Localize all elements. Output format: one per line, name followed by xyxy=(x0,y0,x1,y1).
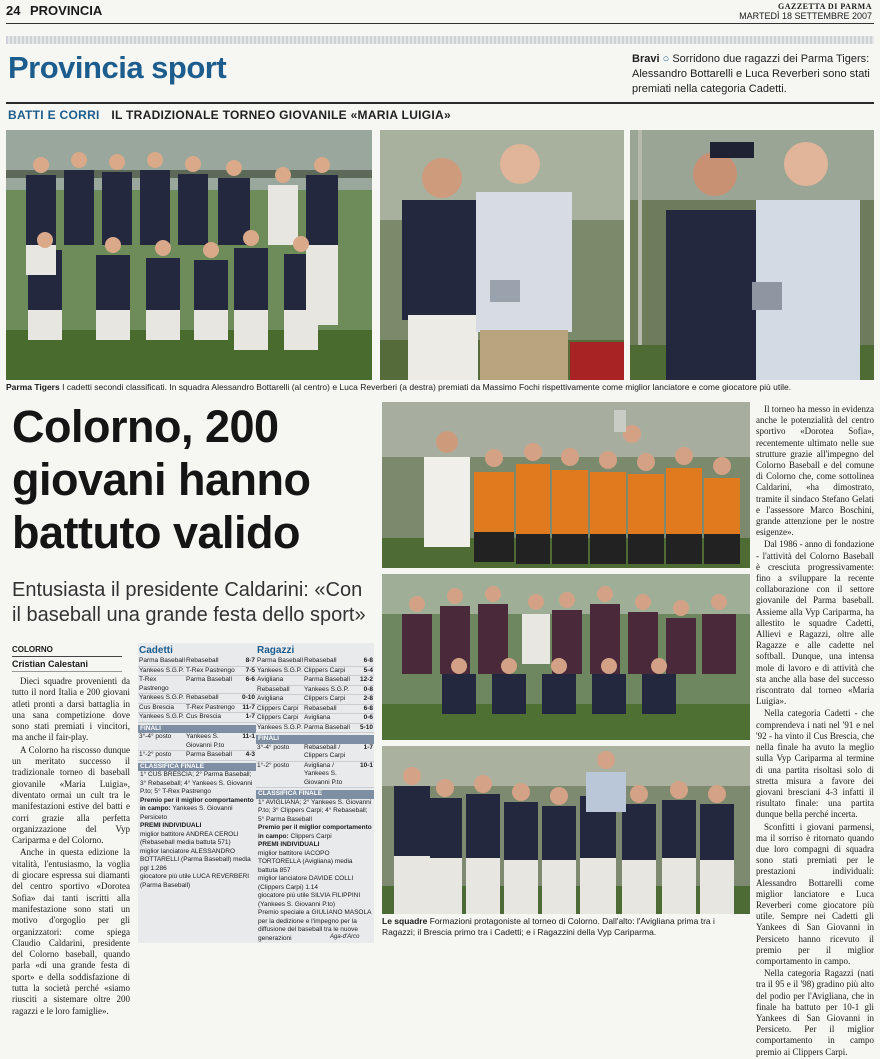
final-row: 3°-4° posto Rebaseball / Clippers Carpi 1-7 xyxy=(256,744,374,762)
photo-reverberi-award xyxy=(630,130,874,380)
page-number: 24 xyxy=(6,3,21,18)
photo-parma-tigers-team xyxy=(6,130,372,380)
award-line: giocatore più utile LUCA REVERBERI (Parma Baseball) xyxy=(140,873,250,889)
award-line: miglior lanciatore DAVIDE COLLI (Clippers Carpi) 1.14 xyxy=(258,875,354,891)
results-box xyxy=(138,643,374,943)
fairplay-block xyxy=(138,797,256,823)
photo-caption-top xyxy=(6,382,874,392)
article-paragraph: Sconfitti i giovani parmensi, ma il sorriso è ritornato quando due loro compagni di squadra sono stati premiati per le prestazioni individuali: Alessandro Bottarelli come miglior lanciatore e Luca Reverberi come giocatore più utile. Sempre nei Cadetti gli Yankees di San Giovanni in Persiceto hanno ricevuto il premio per il miglior comportamento in campo. xyxy=(756,821,874,966)
result-row: Parma Baseball Rebaseball 6-8 xyxy=(256,657,374,667)
article-paragraph: Dieci squadre provenienti da tutto il nord Italia e 200 giovani atleti pronti a darsi battaglia in una sana competizione dove sono stati premiati i vincitori, ma anche il fair-play. xyxy=(12,676,130,743)
finals-header: FINALI xyxy=(256,735,374,744)
publication-name: GAZZETTA DI PARMA xyxy=(778,2,872,11)
result-row: Yankees S.G.P. Clippers Carpi 5-4 xyxy=(256,667,374,677)
caption-top-text: I cadetti secondi classificati. In squadra Alessandro Bottarelli (al centro) e Luca Reverberi (a destra) premiati da Massimo Fochi rispettivamente come miglior lanciatore e come giocatore più utile. xyxy=(62,382,792,392)
photo-brescia-team xyxy=(382,574,750,740)
result-row: Yankees S.G.P. T-Rex Pastrengo 7-5 xyxy=(138,667,256,677)
final-row: 1°-2° posto Avigliana / Yankees S. Giovanni P.to 10-1 xyxy=(256,762,374,789)
result-row: Yankees S.G.P. Cus Brescia 1-7 xyxy=(138,713,256,723)
finals-header: FINALI xyxy=(138,725,256,734)
awards-label: PREMI INDIVIDUALI xyxy=(140,822,202,829)
awards-block xyxy=(138,822,256,831)
article-paragraph: Nella categoria Cadetti - che comprendeva i nati nel '91 e nel '92 - ha vinto il Cus Brescia, che nella finale ha avuto la meglio sulla Vyp Cariparma al termine di una partita risoltasi solo di stretta misura a favore dei giovani bresciani 4-3 infatti il risultato finale: una partita dunque bella perché incerta. xyxy=(756,708,874,820)
award-line: miglior battitore IACOPO TORTORELLA (Avigliana) media battuta 857 xyxy=(258,849,353,874)
bravo-text: Sorridono due ragazzi dei Parma Tigers: Alessandro Bottarelli e Luca Reverberi sono stati premiati nella categoria Cadetti. xyxy=(632,53,870,95)
result-row: Avigliana Parma Baseball 12-2 xyxy=(256,676,374,686)
result-row: Rebaseball Yankees S.G.P. 0-8 xyxy=(256,686,374,696)
ranking-header: CLASSIFICA FINALE xyxy=(256,790,374,799)
results-ragazzi xyxy=(256,643,374,943)
kicker xyxy=(8,108,451,122)
fairplay-team: Yankees S. Giovanni Persiceto xyxy=(140,805,233,821)
award-line: giocatore più utile SILVIA FILIPPINI (Yankees S. Giovanni P.to) xyxy=(258,892,361,908)
caption-bottom-text: Formazioni protagoniste al torneo di Colorno. Dall'alto: l'Avigliana prima tra i Ragazzi; il Brescia primo tra i Cadetti; e i Ragazzini della Vyp Cariparma. xyxy=(382,916,715,937)
article-paragraph: A Colorno ha riscosso dunque un meritato successo il tradizionale torneo di baseball giovanile «Maria Luigia», diventato ormai un cult tra le manifestazioni estive del batti e corri grazie alla perfetta organizzazione del Vyp Cariparma e del Colorno. xyxy=(12,744,130,846)
caption-top-label: Parma Tigers xyxy=(6,382,60,392)
ranking-text: 1° CUS BRESCIA; 2° Parma Baseball; 3° Rebaseball; 4° Yankees S. Giovanni P.to; 5° T-Rex Pastrengo xyxy=(140,771,253,795)
kicker-tag: BATTI E CORRI xyxy=(8,108,100,122)
ranking-text: 1° AVIGLIANA; 2° Yankees S. Giovanni P.to; 3° Clippers Carpi; 4° Rebaseball; 5° Parma Baseball xyxy=(258,798,372,823)
cadetti-title: Cadetti xyxy=(139,645,173,656)
section-label: PROVINCIA xyxy=(30,3,103,18)
photo-credit: Aga-d'Arco xyxy=(330,934,360,940)
awards-label: PREMI INDIVIDUALI xyxy=(258,841,320,848)
final-row: 3°-4° posto Yankees S. Giovanni P.to 11-1 xyxy=(138,733,256,751)
issue-date: MARTEDÌ 18 SETTEMBRE 2007 xyxy=(739,11,872,21)
award-line: miglior lanciatore ALESSANDRO BOTTARELLI (Parma Baseball) media pgl 1.286 xyxy=(140,847,251,872)
bullet-icon: ○ xyxy=(662,53,670,65)
award-line: miglior battitore ANDREA CEROLI (Rebaseball media battuta 571) xyxy=(140,830,239,846)
result-row: Cus Brescia T-Rex Pastrengo 11-7 xyxy=(138,704,256,714)
fairplay-block xyxy=(256,824,374,841)
title-rule xyxy=(6,102,874,104)
header-band xyxy=(6,36,874,44)
result-row: T-Rex Pastrengo Parma Baseball 6-6 xyxy=(138,676,256,694)
article-paragraph: Anche in questa edizione la vitalità, l'entusiasmo, la voglia di giocare espressa sui diamanti del centro sportivo «Dorotea Sofia» dai tanti iscritti alla manifestazione sono stati un motivo d'orgoglio per gli organizzatori: come spiega Claudio Caldarini, presidente del Colorno baseball, quando parla «di una grande festa di sport» e della soddisfazione di tutta la società perché «siamo riusciti a sistemare oltre 200 ragazzi e le loro famiglie». xyxy=(12,847,130,1016)
deck: Entusiasta il presidente Caldarini: «Con il baseball una grande festa dello sport» xyxy=(12,579,366,626)
fairplay-label: Premio per il miglior comportamento in campo: xyxy=(140,796,254,812)
article-body-right xyxy=(756,404,874,1059)
fairplay-label: Premio per il miglior comportamento in campo: xyxy=(258,824,372,840)
result-row: Clippers Carpi Avigliana 0-6 xyxy=(256,714,374,724)
award-line: Premio speciale a GIULIANO MASOLA per la dedizione e l'impegno per la diffusione del baseball tra le nuove generazioni xyxy=(258,909,372,942)
ranking-header: CLASSIFICA FINALE xyxy=(138,763,256,772)
result-row: Yankees S.G.P. Parma Baseball 5-10 xyxy=(256,724,374,734)
article-body-left xyxy=(12,676,130,1018)
article-paragraph: Dal 1986 - anno di fondazione - l'attività del Colorno Baseball è cresciuta progressivamente: fino a sviluppare la recente collaborazione con il settore giovanile del Parma baseball. Assieme alla Vyp Cariparma, ha allestito le squadre Cadetti, Allievi e Ragazzi, oltre alle Ragazze e alle cadette nel softball. Dunque, una intensa mole di lavoro e di attività che sta anche alla base del successo riscontrato dal torneo «Maria Luigia». xyxy=(756,539,874,707)
bravo-box xyxy=(632,52,872,97)
photo-vyp-cariparma-team xyxy=(382,746,750,914)
results-cadetti xyxy=(138,643,256,890)
ragazzi-title: Ragazzi xyxy=(257,645,295,656)
kicker-text: IL TRADIZIONALE TORNEO GIOVANILE «MARIA LUIGIA» xyxy=(111,108,451,122)
header-rule xyxy=(6,23,874,24)
result-row: Yankees S.G.P. Rebaseball 0-10 xyxy=(138,694,256,704)
bravo-label: Bravi xyxy=(632,53,660,65)
final-row: 1°-2° posto Parma Baseball 4-3 xyxy=(138,751,256,761)
article-paragraph: Il torneo ha messo in evidenza anche le potenzialità del centro sportivo «Dorotea Sofia», recentemente ultimato nelle sue strutture grazie all'impegno del Colorno Baseball e del comune di Colorno che, come sottolinea Caldarini, «ha dimostrato, tramite il sindaco Stefano Gelati e l'assessore Marco Boschini, grande attenzione per le nostre esigenze». xyxy=(756,404,874,538)
result-row: Clippers Carpi Rebaseball 6-8 xyxy=(256,705,374,715)
caption-bottom-label: Le squadre xyxy=(382,916,428,926)
article-author: Cristian Calestani xyxy=(12,659,122,672)
photo-caption-bottom xyxy=(382,916,750,938)
result-row: Parma Baseball Rebaseball 8-7 xyxy=(138,657,256,667)
result-row: Avigliana Clippers Carpi 2-8 xyxy=(256,695,374,705)
article-paragraph: Nella categoria Ragazzi (nati tra il 95 e il '98) gradino più alto del podio per l'Avigliana, che in finale ha battuto per 10-1 gli Yankees di San Giovanni in Persiceto. Per il miglior comportamento in campo premio ai Clippers Carpi. xyxy=(756,968,874,1057)
awards-block xyxy=(256,841,374,850)
photo-avigliana-team xyxy=(382,402,750,568)
article-location: COLORNO xyxy=(12,645,122,657)
page-title: Provincia sport xyxy=(8,50,227,85)
photo-bottarelli-award xyxy=(380,130,624,380)
fairplay-team: Clippers Carpi xyxy=(290,832,332,840)
headline: Colorno, 200 giovani hanno battuto valido xyxy=(12,401,311,558)
